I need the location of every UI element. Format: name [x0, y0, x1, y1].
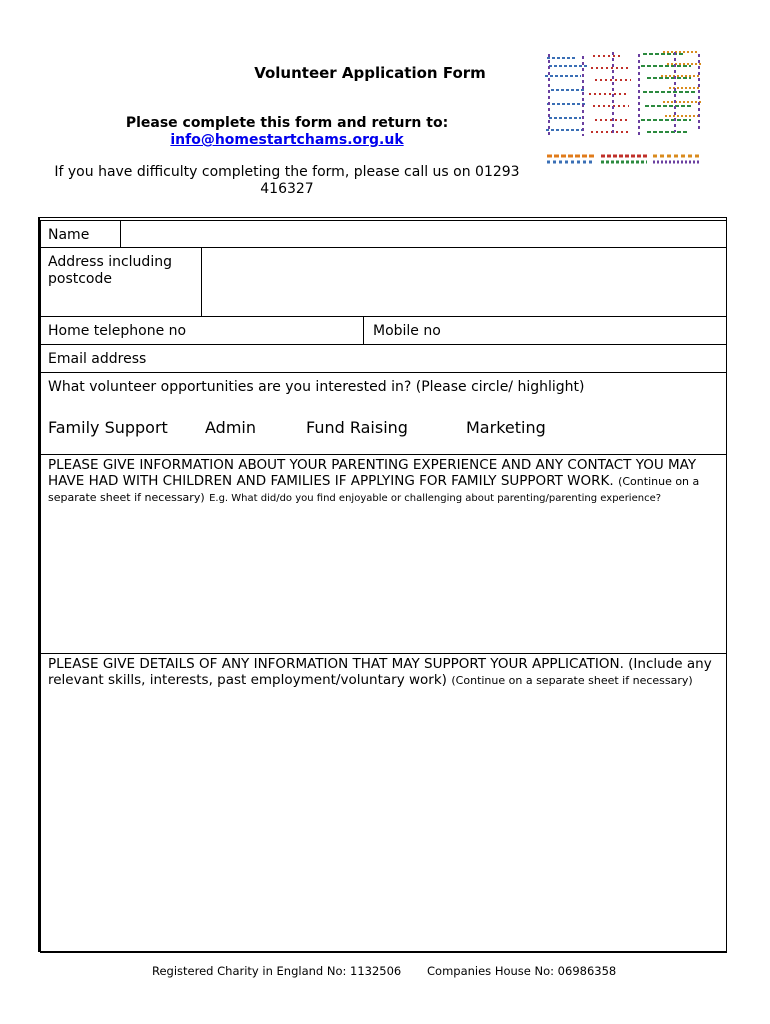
support-prompt [48, 656, 720, 688]
option-admin[interactable]: Admin [205, 418, 256, 437]
charity-number: Registered Charity in England No: 1132506 [152, 964, 402, 978]
name-label: Name [48, 227, 90, 243]
parenting-continue-note: (Continue on a separate sheet if necessary) [48, 475, 700, 504]
email-row [40, 344, 727, 373]
companies-house-number: Companies House No: 06986358 [427, 964, 617, 978]
email-input[interactable] [41, 345, 726, 372]
difficulty-note: If you have difficulty completing the form, please call us on 01293 416327 [54, 164, 520, 197]
parenting-heading: PLEASE GIVE INFORMATION ABOUT YOUR PARENTING EXPERIENCE AND ANY CONTACT YOU MAY HAVE HAD WITH CHILDREN AND FAMILIES IF APPLYING FOR FAMILY SUPPORT WORK. [48, 457, 697, 489]
support-section [40, 653, 727, 953]
return-instruction [100, 115, 474, 149]
option-marketing[interactable]: Marketing [466, 418, 546, 437]
support-answer-area[interactable] [41, 706, 726, 952]
instruction-text: Please complete this form and return to: [125, 115, 449, 131]
address-input[interactable] [202, 248, 726, 316]
mobile-input[interactable] [364, 317, 726, 344]
email-label: Email address [48, 351, 147, 367]
support-heading: PLEASE GIVE DETAILS OF ANY INFORMATION THAT MAY SUPPORT YOUR APPLICATION. (Include any relevant skills, interests, past employment/voluntary work) [48, 656, 712, 688]
contact-email-link[interactable]: info@homestartchams.org.uk [170, 132, 404, 148]
option-family-support[interactable]: Family Support [48, 418, 168, 437]
opportunities-question: What volunteer opportunities are you interested in? (Please circle/ highlight) [48, 379, 585, 395]
parenting-prompt [48, 457, 720, 505]
name-row [40, 220, 727, 248]
parenting-answer-area[interactable] [41, 521, 726, 653]
telephone-row [40, 316, 727, 345]
page-title: Volunteer Application Form [254, 64, 486, 82]
parenting-example: E.g. What did/do you find enjoyable or challenging about parenting/parenting experience? [209, 493, 662, 504]
parenting-section [40, 454, 727, 654]
home-telephone-label: Home telephone no [48, 323, 187, 339]
home-telephone-input[interactable] [41, 317, 363, 344]
mobile-label: Mobile no [373, 323, 441, 339]
address-label: Address including postcode [48, 254, 172, 287]
name-input[interactable] [121, 221, 726, 247]
option-fund-raising[interactable]: Fund Raising [306, 418, 408, 437]
address-row [40, 247, 727, 317]
organisation-logo [543, 46, 705, 170]
support-continue-note: (Continue on a separate sheet if necessary) [451, 674, 693, 687]
opportunities-row [40, 372, 727, 455]
